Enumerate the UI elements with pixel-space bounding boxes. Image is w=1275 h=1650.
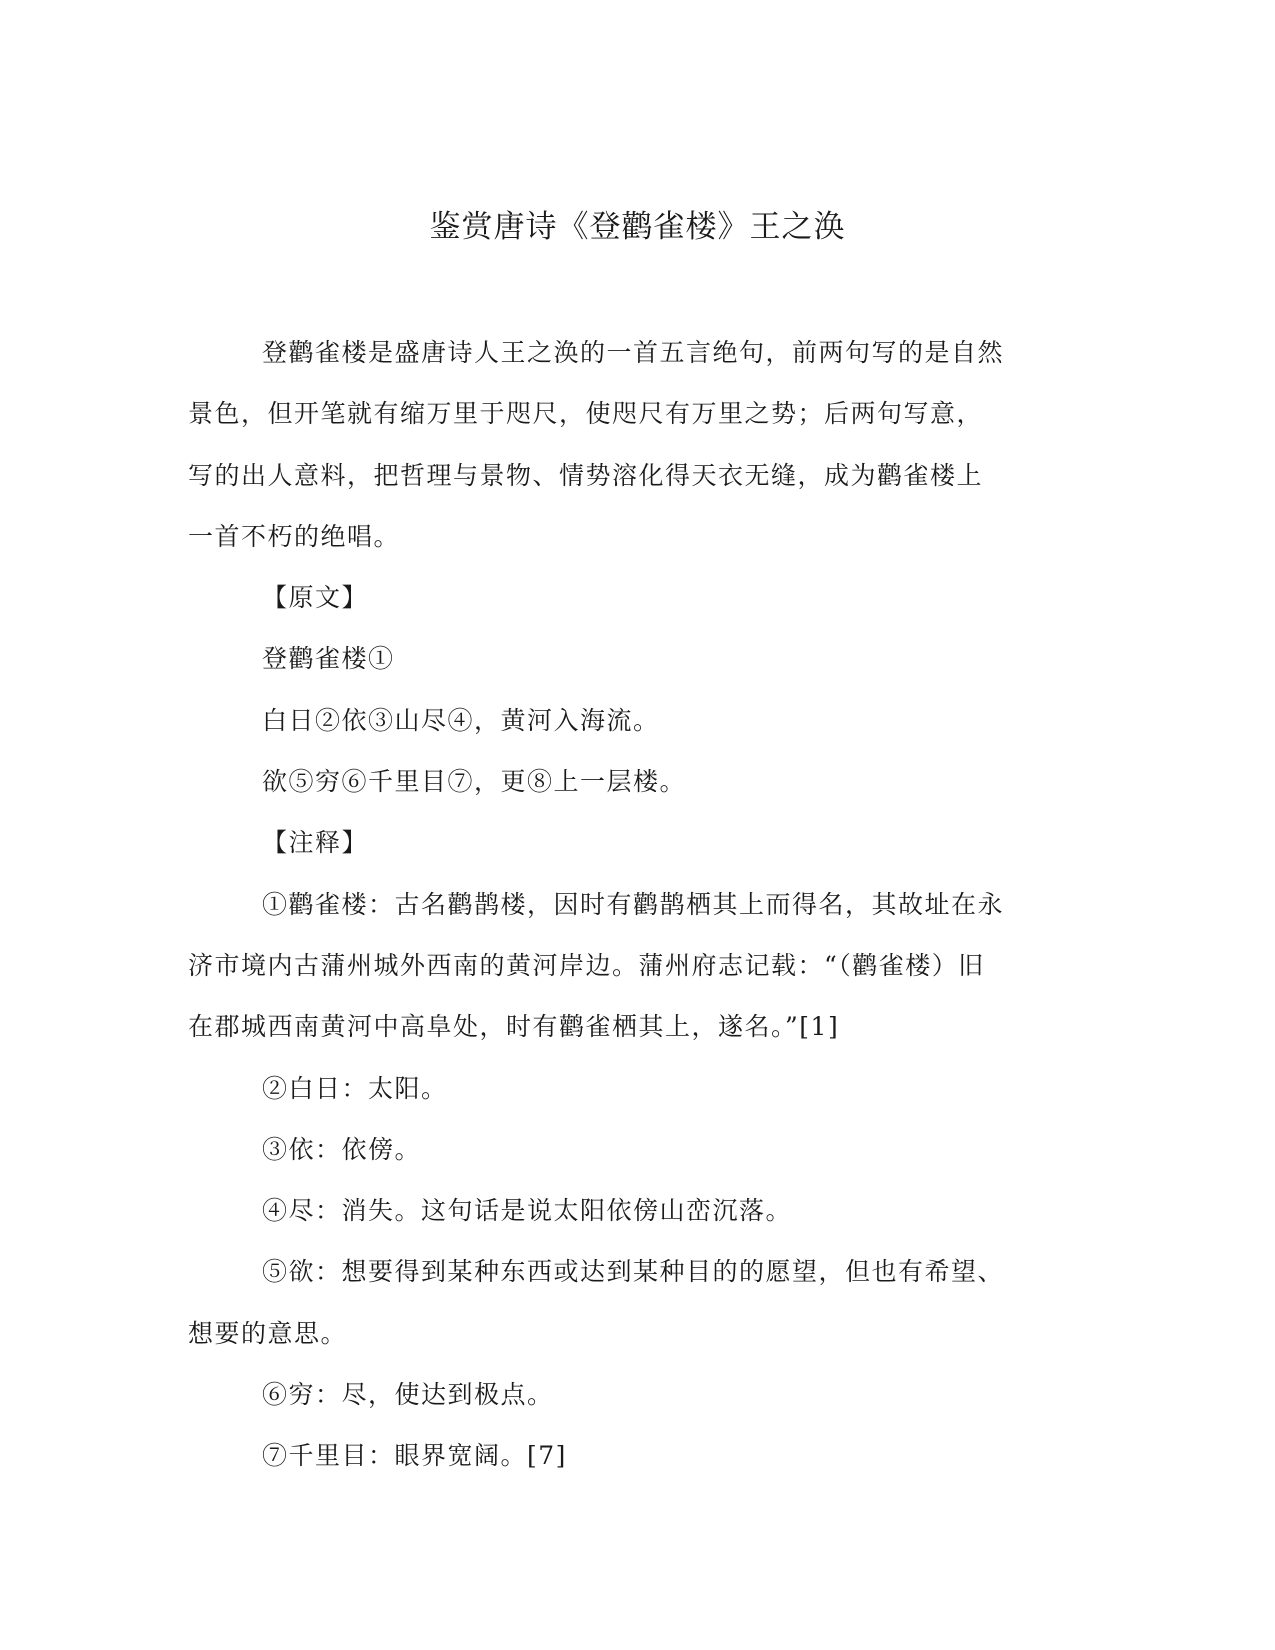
notes-heading: 【注释】 [262,828,369,858]
original-heading: 【原文】 [262,583,369,613]
document-title: 鉴赏唐诗《登鹳雀楼》王之涣 [429,209,846,245]
note-line: ①鹳雀楼：古名鹳鹊楼，因时有鹳鹊栖其上而得名，其故址在永 [262,889,1005,919]
note-2: ②白日：太阳。 [262,1073,448,1103]
intro-paragraph [188,322,1088,567]
intro-line: 写的出人意料，把哲理与景物、情势溶化得天衣无缝，成为鹳雀楼上 [188,460,984,490]
note-6: ⑥穷：尽，使达到极点。 [262,1380,554,1410]
note-line: 想要的意思。 [188,1318,348,1348]
poem-line: 欲⑤穷⑥千里目⑦，更⑧上一层楼。 [262,767,687,797]
note-line: 济市境内古蒲州城外西南的黄河岸边。蒲州府志记载：“（鹳雀楼）旧 [188,950,985,980]
note-5 [188,1241,1088,1364]
note-7: ⑦千里目：眼界宽阔。[7] [262,1441,567,1471]
note-4: ④尽：消失。这句话是说太阳依傍山峦沉落。 [262,1196,793,1226]
poem-title: 登鹳雀楼① [262,644,395,674]
intro-line: 一首不朽的绝唱。 [188,521,401,551]
poem-line: 白日②依③山尽④，黄河入海流。 [262,705,660,735]
note-line: ⑤欲：想要得到某种东西或达到某种目的的愿望，但也有希望、 [262,1257,1005,1287]
note-3: ③依：依傍。 [262,1134,422,1164]
document-body [188,322,1088,1487]
intro-line: 景色，但开笔就有缩万里于咫尺，使咫尺有万里之势；后两句写意， [188,399,984,429]
intro-line: 登鹳雀楼是盛唐诗人王之涣的一首五言绝句，前两句写的是自然 [262,338,1005,367]
note-line: 在郡城西南黄河中高阜处，时有鹳雀栖其上，遂名。”[1] [188,1012,840,1042]
note-1 [188,874,1088,1058]
